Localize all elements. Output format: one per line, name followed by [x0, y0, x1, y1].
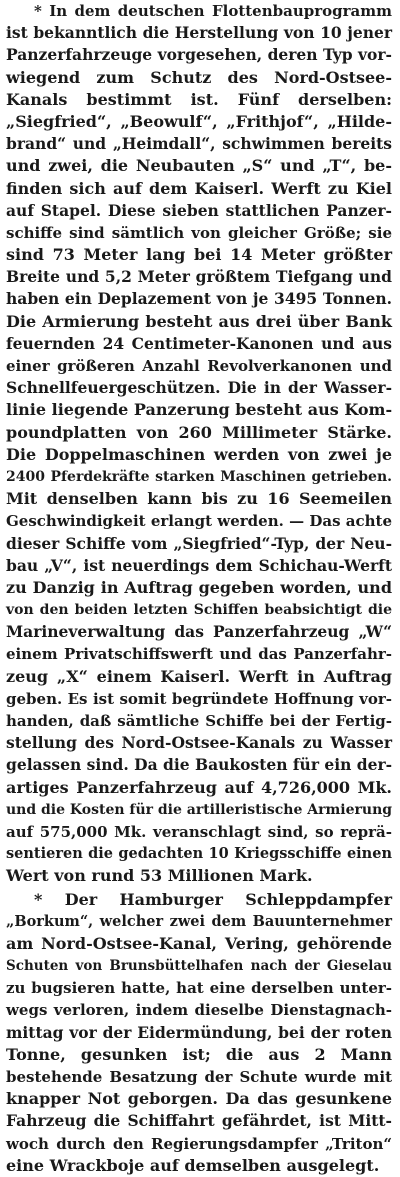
text-line: bau „V“, ist neuerdings dem Schichau-Werft — [6, 555, 392, 575]
text-line: Geschwindigkeit erlangt werden. — Das achte — [6, 512, 392, 531]
text-line: linie liegende Panzerung besteht aus Kom- — [6, 400, 393, 420]
text-line: * Der Hamburger Schleppdampfer — [34, 889, 392, 909]
text-line: wegs verloren, indem dieselbe Dienstagnach- — [6, 1001, 392, 1020]
text-line: Marineverwaltung das Panzerfahrzeug „W“ — [6, 622, 392, 642]
text-line: „Borkum“, welcher zwei dem Bauunternehmer — [6, 912, 392, 930]
text-line: Schnellfeuergeschützen. Die in der Wasser- — [6, 378, 392, 398]
text-line: Die Armierung besteht aus drei über Bank — [6, 311, 392, 331]
text-line: sentieren die gedachten 10 Kriegsschiffe einen — [6, 845, 392, 863]
text-line: am Nord-Ostsee-Kanal, Vering, gehörende — [6, 933, 392, 953]
text-line: eine Wrackboje auf demselben ausgelegt. — [6, 1155, 380, 1175]
text-line: Tonne, gesunken ist; die aus 2 Mann — [6, 1044, 392, 1064]
text-line: ist bekanntlich die Herstellung von 10 jener — [6, 23, 392, 43]
text-line: gelassen sind. Da die Baukosten für ein der- — [6, 755, 393, 775]
text-line: Die Doppelmaschinen werden von zwei je — [6, 444, 392, 464]
text-line: einem Privatschiffswerft und das Panzerfahr- — [6, 645, 392, 664]
text-line: von den beiden letzten Schiffen beabsichtigt die — [6, 602, 392, 619]
text-line: geben. Es ist somit begründete Hoffnung vor- — [6, 689, 392, 708]
text-line: „Siegfried“, „Beowulf“, „Frithjof“, „Hilde- — [6, 111, 392, 131]
text-line: * In dem deutschen Flottenbauprogramm — [34, 2, 392, 20]
text-line: brand“ und „Heimdall“, schwimmen bereits — [6, 134, 392, 154]
text-line: sind 73 Meter lang bei 14 Meter größter — [6, 245, 392, 265]
text-line: auf Stapel. Diese sieben stattlichen Panzer- — [6, 200, 392, 220]
text-line: Schuten von Brunsbüttelhafen nach der Gieselau — [6, 958, 392, 975]
text-line: Panzerfahrzeuge vorgesehen, deren Typ vor- — [6, 45, 392, 65]
article-flottenbauprogramm — [6, 0, 392, 888]
text-line: feuernden 24 Centimeter-Kanonen und aus — [6, 333, 392, 353]
text-line: Wert von rund 53 Millionen Mark. — [6, 866, 313, 886]
text-line: und die Kosten für die artilleristische Armierung — [6, 801, 393, 818]
text-line: handen, daß sämtliche Schiffe bei der Fertig- — [6, 712, 392, 730]
text-line: zu Danzig in Auftrag gegeben worden, und — [6, 577, 392, 597]
text-line: 2400 Pferdekräfte starken Maschinen getrieben. — [6, 468, 392, 485]
text-line: auf 575,000 Mk. veranschlagt sind, so reprä- — [6, 822, 392, 841]
text-line: wiegend zum Schutz des Nord-Ostsee- — [6, 67, 392, 87]
text-line: haben ein Deplazement von je 3495 Tonnen. — [6, 289, 392, 309]
text-line: und zwei, die Neubauten „S“ und „T“, be- — [6, 156, 392, 176]
text-line: bestehende Besatzung der Schute wurde mit — [6, 1068, 392, 1086]
text-line: Mit denselben kann bis zu 16 Seemeilen — [6, 489, 392, 509]
text-line: dieser Schiffe vom „Siegfried“-Typ, der Neu- — [6, 533, 392, 553]
text-line: schiffe sind sämtlich von gleicher Größe; sie — [6, 223, 392, 242]
text-line: einer größeren Anzahl Revolverkanonen und — [6, 357, 392, 375]
text-line: artiges Panzerfahrzeug auf 4,726,000 Mk. — [6, 777, 392, 797]
article-schleppdampfer-borkum — [6, 889, 392, 1177]
text-line: zu bugsieren hatte, hat eine derselben unter- — [6, 979, 392, 998]
text-line: mittag vor der Eidermündung, bei der roten — [6, 1022, 392, 1042]
text-line: finden sich auf dem Kaiserl. Werft zu Kiel — [6, 178, 392, 198]
text-line: Fahrzeug die Schiffahrt gefährdet, ist Mitt- — [6, 1111, 392, 1131]
text-line: woch durch den Regierungsdampfer „Triton“ — [6, 1134, 392, 1153]
text-line: poundplatten von 260 Millimeter Stärke. — [6, 422, 392, 442]
text-line: zeug „X“ einem Kaiserl. Werft in Auftrag — [6, 666, 392, 686]
text-line: Kanals bestimmt ist. Fünf derselben: — [6, 89, 392, 109]
text-line: knapper Not geborgen. Da das gesunkene — [6, 1089, 392, 1109]
text-line: Breite und 5,2 Meter größtem Tiefgang und — [6, 267, 392, 287]
text-line: stellung des Nord-Ostsee-Kanals zu Wasser — [6, 733, 392, 753]
